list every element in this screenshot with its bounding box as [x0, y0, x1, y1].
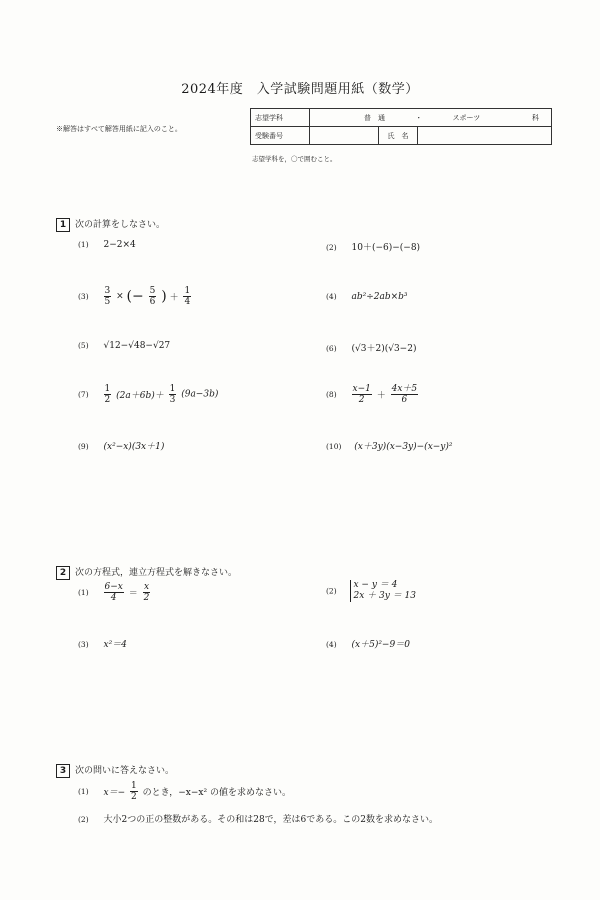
question-label: (9) [78, 442, 89, 451]
question-label: (5) [78, 341, 89, 350]
question-3-2 [78, 812, 438, 825]
question-label: (2) [326, 586, 337, 596]
exam-number-label: 受験番号 [251, 127, 310, 145]
page-title: 2024年度 入学試験問題用紙（数学） [181, 82, 419, 97]
exam-number-field[interactable] [310, 127, 379, 145]
dept-option-futsu[interactable]: 普 通 [364, 113, 385, 122]
fraction: $\frac{1}{4}$ [184, 286, 191, 307]
question-1-7: (7) $\frac{1}{2}$ (2a＋6b)＋ $\frac{1}{3}$ (9a−3b) [78, 384, 219, 405]
question-1-10 [326, 439, 453, 452]
question-expression: x²＝4 [103, 640, 127, 650]
fraction: $\frac{x}{2}$ [143, 582, 150, 603]
fraction: $\frac{1}{2}$ [104, 384, 111, 405]
section-1-header [56, 217, 165, 232]
question-expression: (x＋5)²−9＝0 [351, 640, 410, 650]
question-1-3: (3) $\frac{3}{5}$ × (− $\frac{5}{6}$ ) ＋ $\frac{1}{4}$ [78, 286, 191, 307]
question-label: (10) [326, 442, 342, 451]
fraction: $\frac{4x+5}{6}$ [391, 384, 418, 405]
question-expression: (x＋3y)(x−3y)−(x−y)² [354, 442, 453, 452]
name-label: 氏 名 [379, 127, 418, 145]
question-2-3 [78, 637, 127, 650]
section-instruction: 次の計算をしなさい。 [75, 220, 166, 230]
section-3-header [56, 763, 174, 778]
fraction: $\frac{3}{5}$ [104, 286, 111, 307]
question-label: (1) [78, 787, 89, 796]
dept-suffix: 科 [532, 113, 539, 122]
question-expression: ab²÷2ab×b³ [351, 292, 408, 302]
question-label: (1) [78, 240, 89, 249]
question-label: (3) [78, 640, 89, 649]
circle-note: 志望学科を，〇で囲むこと。 [252, 155, 337, 163]
question-text: 大小2つの正の整数がある。その和は28で，差は6である。この2数を求めなさい。 [103, 815, 438, 825]
equation-system: x − y ＝ 4 2x ＋ 3y ＝ 13 [350, 580, 417, 602]
dept-choices[interactable] [310, 109, 552, 127]
question-1-6 [326, 341, 416, 354]
name-field[interactable] [418, 127, 552, 145]
dept-dot: ・ [415, 113, 423, 122]
question-3-1: (1) x＝− $\frac{1}{2}$ のとき，−x−x² の値を求めなさい。 [78, 781, 291, 802]
question-1-4 [326, 292, 408, 302]
section-number: 3 [56, 764, 70, 778]
question-expression: 2−2×4 [103, 240, 136, 250]
question-label: (4) [326, 640, 337, 649]
question-1-9 [78, 439, 164, 452]
question-1-2 [326, 240, 420, 253]
section-number: 1 [56, 218, 70, 232]
fraction: $\frac{1}{3}$ [169, 384, 176, 405]
applicant-info-table [250, 108, 552, 145]
question-2-1: (1) $\frac{6-x}{4}$ ＝ $\frac{x}{2}$ [78, 582, 150, 603]
fraction: $\frac{x-1}{2}$ [352, 384, 371, 405]
dept-label: 志望学科 [251, 109, 310, 127]
question-2-4 [326, 637, 410, 650]
section-number: 2 [56, 566, 70, 580]
question-1-8: (8) $\frac{x-1}{2}$ ＋ $\frac{4x+5}{6}$ [326, 384, 418, 405]
question-label: (1) [78, 588, 89, 597]
instruction-note: ※解答はすべて解答用紙に記入のこと。 [56, 125, 182, 133]
question-label: (7) [78, 390, 89, 399]
fraction: $\frac{6-x}{4}$ [104, 582, 123, 603]
section-instruction: 次の問いに答えなさい。 [75, 766, 175, 776]
section-instruction: 次の方程式，連立方程式を解きなさい。 [75, 568, 238, 578]
question-1-1 [78, 240, 136, 250]
question-label: (3) [78, 292, 89, 301]
dept-option-sports[interactable]: スポーツ [452, 113, 481, 122]
question-label: (2) [326, 243, 337, 252]
question-expression: (x²−x)(3x＋1) [103, 442, 165, 452]
fraction: $\frac{1}{2}$ [131, 781, 137, 802]
question-label: (6) [326, 344, 337, 353]
question-2-2 [326, 580, 416, 602]
fraction: $\frac{5}{6}$ [149, 286, 156, 307]
question-label: (4) [326, 292, 337, 301]
question-1-5 [78, 341, 170, 351]
question-label: (2) [78, 815, 89, 824]
section-2-header [56, 565, 237, 580]
question-expression: (√3＋2)(√3−2) [351, 344, 417, 354]
question-expression: √12−√48−√27 [103, 341, 171, 351]
question-label: (8) [326, 390, 337, 399]
question-expression: 10＋(−6)−(−8) [351, 243, 421, 253]
